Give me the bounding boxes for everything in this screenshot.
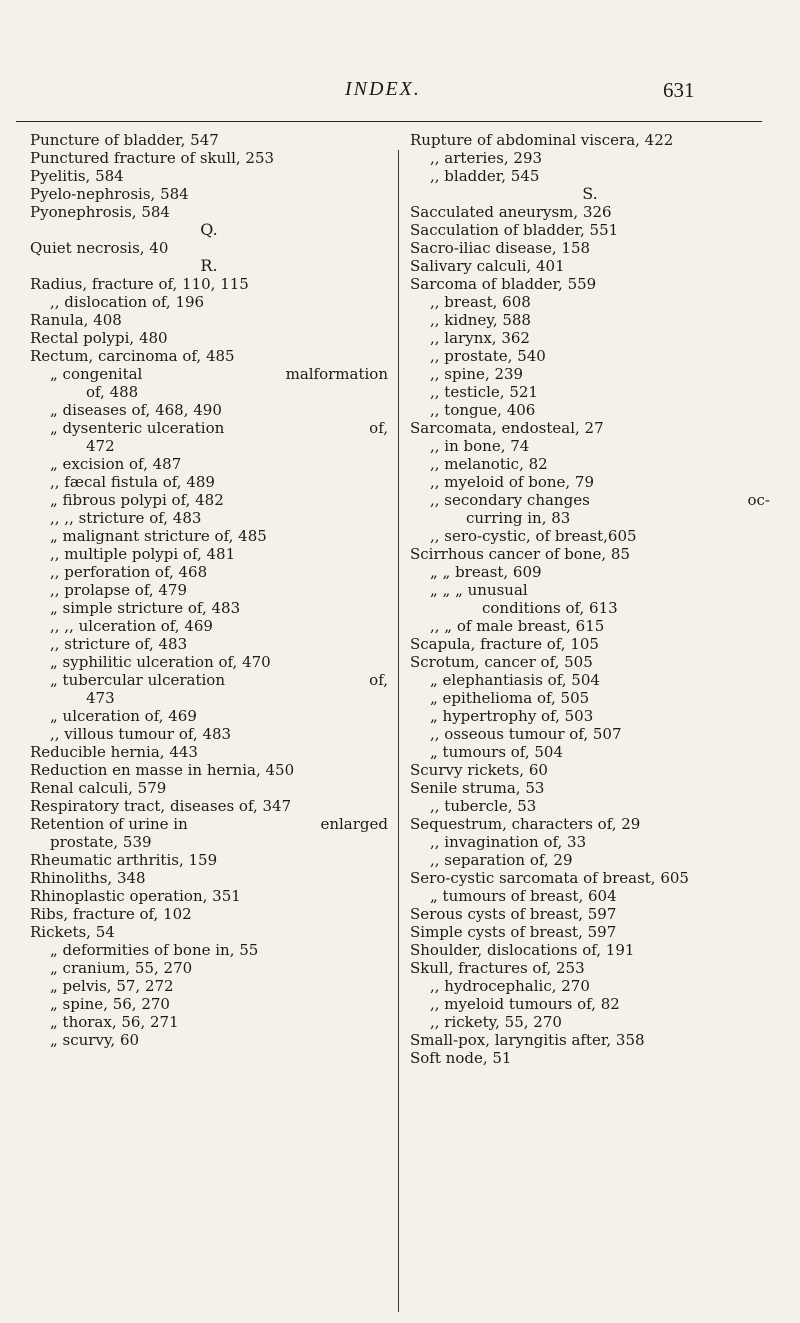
index-subentry: ,, multiple polypi of, 481	[50, 545, 236, 563]
entry-text-end: oc-	[747, 491, 770, 509]
index-entry: Reduction en masse in hernia, 450	[30, 761, 295, 779]
index-subentry: ,, kidney, 588	[430, 311, 531, 329]
index-subentry: ,, osseous tumour of, 507	[430, 725, 622, 743]
index-column-right	[410, 131, 770, 1067]
section-letter: S.	[582, 184, 598, 203]
index-subentry: „ ulceration of, 469	[50, 707, 197, 725]
index-entry: Rectum, carcinoma of, 485	[30, 347, 235, 365]
entry-text-end: of,	[369, 671, 388, 689]
index-entry: Rhinoplastic operation, 351	[30, 887, 241, 905]
index-entry-continuation: conditions of, 613	[482, 599, 618, 617]
index-subentry: „ tumours of, 504	[430, 743, 563, 761]
index-entry: Sequestrum, characters of, 29	[410, 815, 641, 833]
index-entry: Sarcomata, endosteal, 27	[410, 419, 604, 437]
index-entry: Senile struma, 53	[410, 779, 545, 797]
section-letter: Q.	[200, 220, 218, 239]
index-entry: Rectal polypi, 480	[30, 329, 168, 347]
index-entry: Rickets, 54	[30, 923, 115, 941]
index-subentry: „ „ „ unusual	[430, 581, 528, 599]
index-entry: Respiratory tract, diseases of, 347	[30, 797, 292, 815]
index-subentry: ,, perforation of, 468	[50, 563, 208, 581]
index-subentry: „ spine, 56, 270	[50, 995, 170, 1013]
index-entry: Ranula, 408	[30, 311, 122, 329]
index-subentry: ,, ,, ulceration of, 469	[50, 617, 213, 635]
index-subentry: „ fibrous polypi of, 482	[50, 491, 224, 509]
index-entry: Reducible hernia, 443	[30, 743, 198, 761]
index-subentry: ,, spine, 239	[430, 365, 524, 383]
index-entry: Scirrhous cancer of bone, 85	[410, 545, 630, 563]
index-entry: Rhinoliths, 348	[30, 869, 146, 887]
index-subentry: „ deformities of bone in, 55	[50, 941, 259, 959]
index-subentry: ,, sero-cystic, of breast,605	[430, 527, 637, 545]
index-subentry: ,, tongue, 406	[430, 401, 536, 419]
page-header	[0, 74, 800, 104]
index-subentry: „ thorax, 56, 271	[50, 1013, 179, 1031]
index-subentry: ,, ,, stricture of, 483	[50, 509, 202, 527]
index-subentry: ,, villous tumour of, 483	[50, 725, 232, 743]
page-number: 631	[663, 78, 695, 102]
header-rule	[16, 121, 762, 122]
index-subentry: ,, breast, 608	[430, 293, 531, 311]
index-subentry: ,, stricture of, 483	[50, 635, 188, 653]
index-subentry	[30, 365, 388, 383]
entry-text: „ tubercular ulceration	[50, 671, 225, 689]
index-entry: Puncture of bladder, 547	[30, 131, 219, 149]
index-subentry: „ diseases of, 468, 490	[50, 401, 222, 419]
index-subentry: „ simple stricture of, 483	[50, 599, 241, 617]
index-subentry	[30, 671, 388, 689]
index-subentry: ,, invagination of, 33	[430, 833, 587, 851]
entry-text: „ dysenteric ulceration	[50, 419, 225, 437]
index-subentry: „ elephantiasis of, 504	[430, 671, 600, 689]
index-subentry: „ malignant stricture of, 485	[50, 527, 267, 545]
index-subentry	[410, 491, 770, 509]
index-subentry: ,, dislocation of, 196	[50, 293, 205, 311]
index-subentry: ,, in bone, 74	[430, 437, 530, 455]
index-entry: Pyelitis, 584	[30, 167, 124, 185]
index-subentry: ,, hydrocephalic, 270	[430, 977, 590, 995]
index-entry: Pyonephrosis, 584	[30, 203, 170, 221]
index-entry: Serous cysts of breast, 597	[410, 905, 617, 923]
index-subentry: ,, myeloid of bone, 79	[430, 473, 595, 491]
index-subentry: ,, larynx, 362	[430, 329, 530, 347]
index-subentry: ,, myeloid tumours of, 82	[430, 995, 620, 1013]
index-subentry: ,, melanotic, 82	[430, 455, 548, 473]
running-title: INDEX.	[345, 78, 421, 100]
index-subentry: „ epithelioma of, 505	[430, 689, 590, 707]
index-entry-continuation: 472	[86, 437, 115, 455]
index-entry: Shoulder, dislocations of, 191	[410, 941, 635, 959]
column-divider	[398, 150, 399, 1312]
index-entry: Skull, fractures of, 253	[410, 959, 585, 977]
index-entry: Sero-cystic sarcomata of breast, 605	[410, 869, 689, 887]
index-subentry: „ pelvis, 57, 272	[50, 977, 174, 995]
index-entry: Soft node, 51	[410, 1049, 512, 1067]
section-letter: R.	[200, 256, 218, 275]
index-subentry: ,, prostate, 540	[430, 347, 546, 365]
index-entry: Salivary calculi, 401	[410, 257, 565, 275]
index-entry: Scrotum, cancer of, 505	[410, 653, 593, 671]
entry-text-end: of,	[369, 419, 388, 437]
index-entry	[30, 815, 388, 833]
index-entry: Small-pox, laryngitis after, 358	[410, 1031, 645, 1049]
index-subentry: ,, „ of male breast, 615	[430, 617, 605, 635]
index-subentry: „ excision of, 487	[50, 455, 182, 473]
index-subentry	[30, 419, 388, 437]
index-subentry: ,, separation of, 29	[430, 851, 573, 869]
index-subentry: ,, prolapse of, 479	[50, 581, 188, 599]
index-entry: Renal calculi, 579	[30, 779, 167, 797]
entry-text-end: enlarged	[320, 815, 388, 833]
index-entry: Punctured fracture of skull, 253	[30, 149, 275, 167]
index-entry: Pyelo-nephrosis, 584	[30, 185, 189, 203]
index-entry: Rupture of abdominal viscera, 422	[410, 131, 674, 149]
index-entry: Radius, fracture of, 110, 115	[30, 275, 249, 293]
index-entry: Rheumatic arthritis, 159	[30, 851, 218, 869]
index-entry: Simple cysts of breast, 597	[410, 923, 617, 941]
index-subentry: „ tumours of breast, 604	[430, 887, 617, 905]
index-subentry: „ cranium, 55, 270	[50, 959, 193, 977]
index-entry: Sacculation of bladder, 551	[410, 221, 619, 239]
index-entry: Sacculated aneurysm, 326	[410, 203, 612, 221]
index-entry-continuation: of, 488	[86, 383, 139, 401]
index-entry: Quiet necrosis, 40	[30, 239, 169, 257]
index-subentry: ,, arteries, 293	[430, 149, 543, 167]
index-subentry: ,, rickety, 55, 270	[430, 1013, 562, 1031]
entry-text: Retention of urine in	[30, 815, 188, 833]
index-entry-continuation: prostate, 539	[50, 833, 152, 851]
index-subentry: ,, bladder, 545	[430, 167, 540, 185]
index-entry-continuation: 473	[86, 689, 115, 707]
index-subentry: „ hypertrophy of, 503	[430, 707, 594, 725]
entry-text: „ congenital	[50, 365, 143, 383]
index-column-left	[30, 131, 388, 1049]
index-entry: Sarcoma of bladder, 559	[410, 275, 597, 293]
index-entry-continuation: curring in, 83	[466, 509, 571, 527]
index-entry: Scurvy rickets, 60	[410, 761, 548, 779]
index-subentry: „ syphilitic ulceration of, 470	[50, 653, 271, 671]
index-entry: Scapula, fracture of, 105	[410, 635, 599, 653]
index-subentry: ,, fæcal fistula of, 489	[50, 473, 215, 491]
index-subentry: ,, tubercle, 53	[430, 797, 537, 815]
index-entry: Ribs, fracture of, 102	[30, 905, 192, 923]
entry-text: ,, secondary changes	[430, 491, 590, 509]
index-entry: Sacro-iliac disease, 158	[410, 239, 591, 257]
index-subentry: „ scurvy, 60	[50, 1031, 140, 1049]
index-subentry: „ „ breast, 609	[430, 563, 542, 581]
entry-text-end: malformation	[285, 365, 388, 383]
index-subentry: ,, testicle, 521	[430, 383, 538, 401]
